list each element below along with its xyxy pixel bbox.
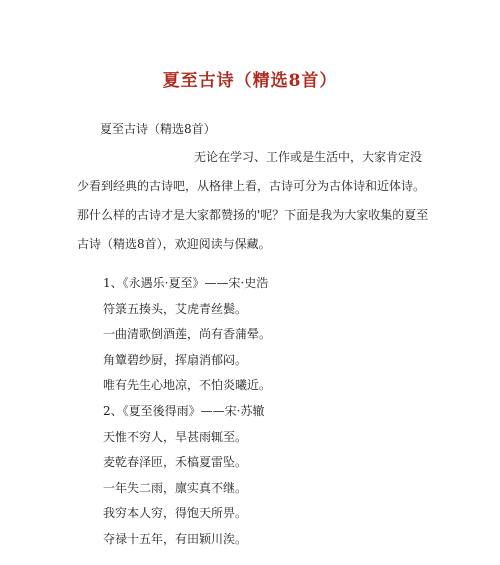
intro-paragraph <box>77 143 437 259</box>
poem-line: 天惟不穷人，旱甚雨辄至。 <box>103 429 248 444</box>
poem-line: 唯有先生心地凉，不怕炎曦近。 <box>103 378 272 393</box>
subtitle: 夏至古诗（精选8首） <box>100 122 216 136</box>
poem-line: 符箓五揍头，艾虎青丝鬓。 <box>103 301 248 316</box>
intro-line: 古诗（精选8首），欢迎阅读与保藏。 <box>77 237 271 251</box>
intro-line: 那什么样的古诗才是大家都赞扬的'呢？下面是我为大家收集的夏至 <box>77 208 429 222</box>
poem-list <box>103 271 403 553</box>
intro-line: 少看到经典的古诗吧，从格律上看，古诗可分为古体诗和近体诗。 <box>77 179 426 193</box>
poem-heading: 2、《夏至後得雨》——宋·苏辙 <box>103 403 265 418</box>
poem-line: 麦乾春泽匝，禾槁夏雷坠。 <box>103 455 248 470</box>
page-title: 夏至古诗（精选8首） <box>162 71 338 91</box>
poem-line: 一曲清歌倒酒莲，尚有香蒲晕。 <box>103 327 272 342</box>
intro-line: 无论在学习、工作或是生活中，大家肯定没 <box>194 150 423 164</box>
poem-line: 角簟碧纱厨，挥扇消郁闷。 <box>103 352 248 367</box>
poem-line: 夺禄十五年，有田颖川涘。 <box>103 531 248 546</box>
poem-line: 我穷本人穷，得饱天所畀。 <box>103 506 248 521</box>
poem-line: 一年失二雨，廪实真不继。 <box>103 480 248 495</box>
poem-heading: 1、《永遇乐·夏至》——宋·史浩 <box>103 276 269 290</box>
